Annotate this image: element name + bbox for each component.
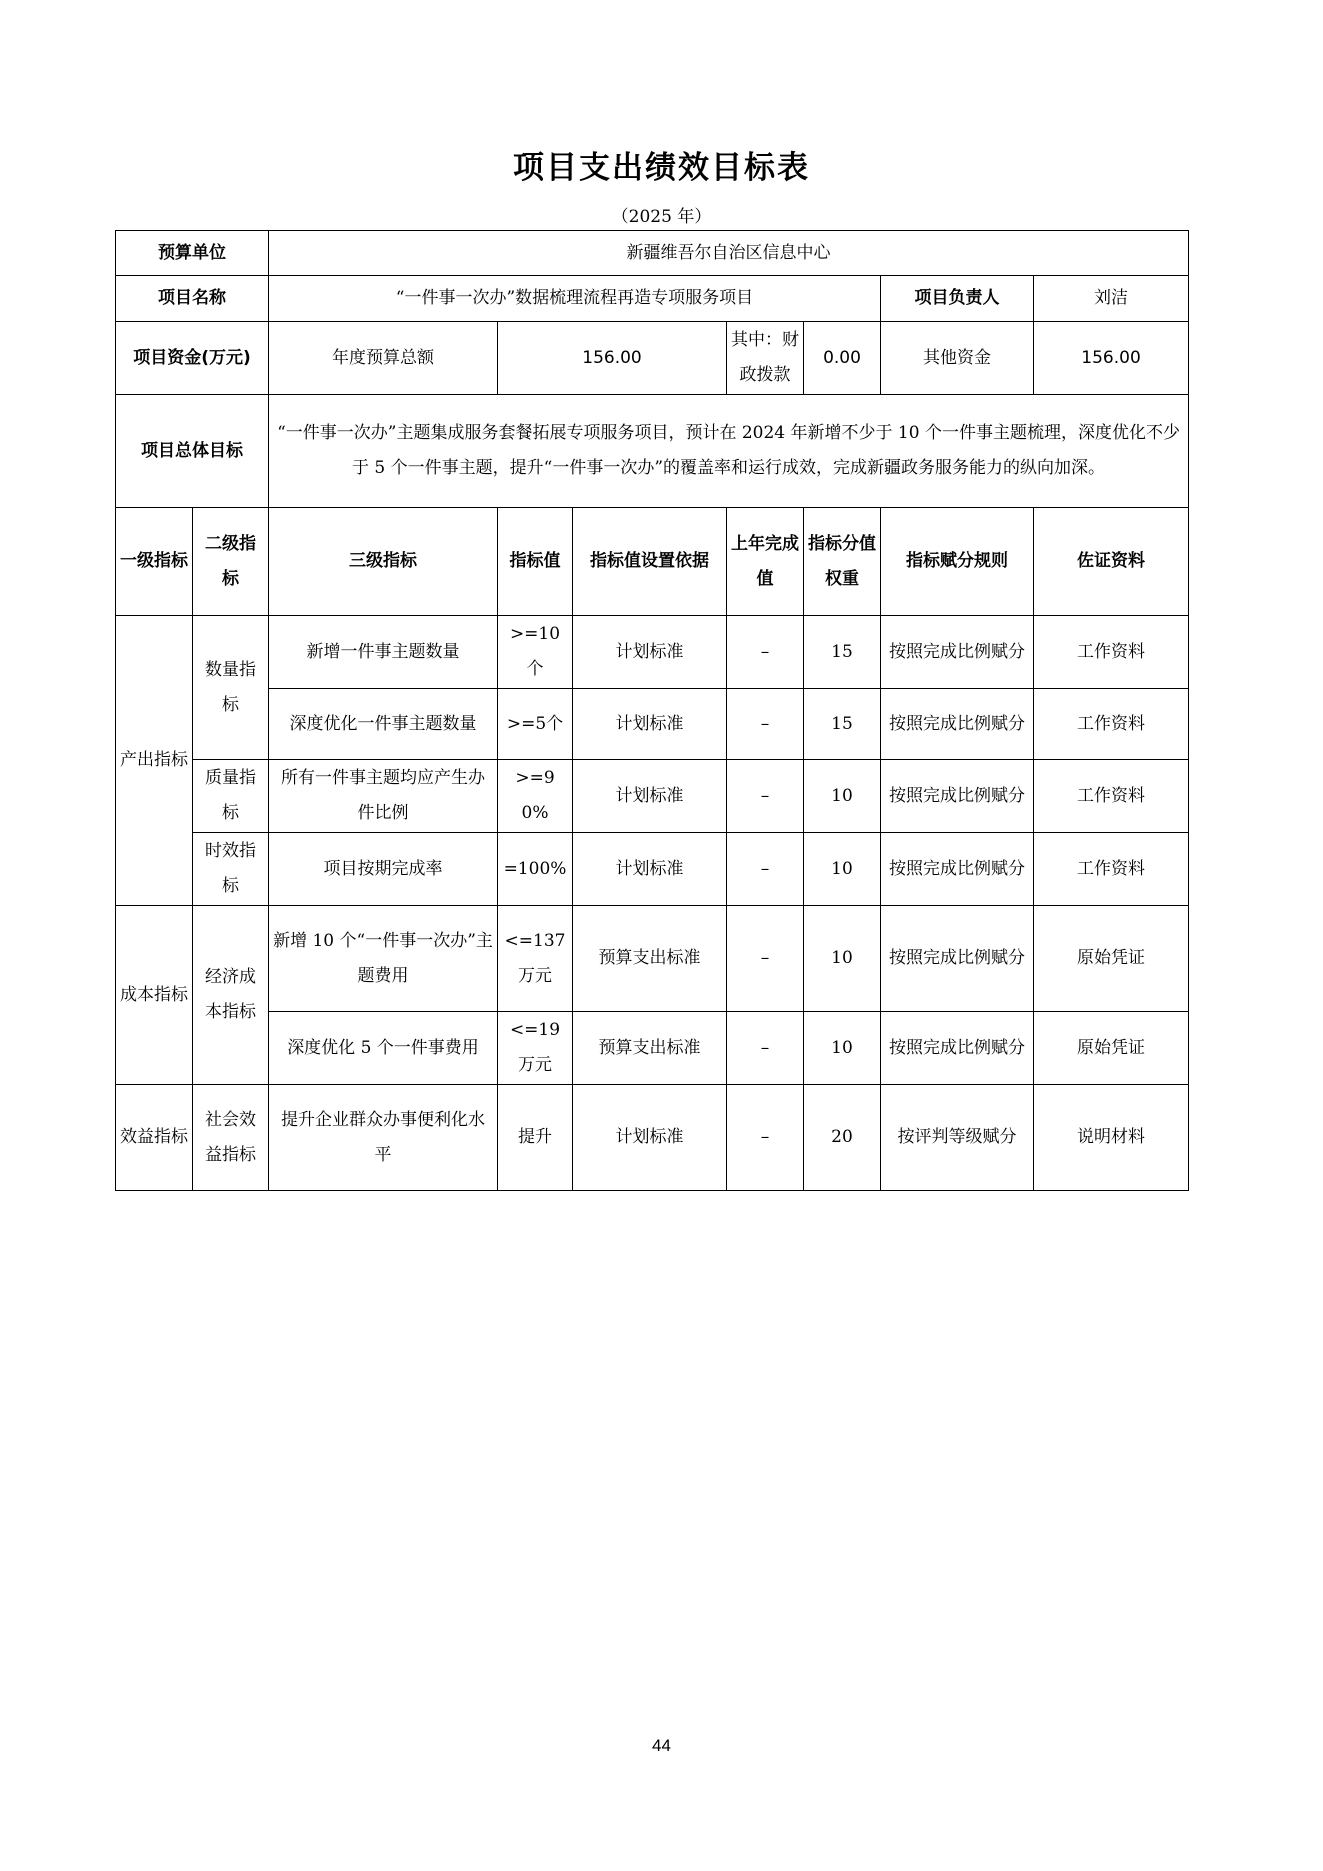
budget-unit-label: 预算单位 bbox=[116, 231, 269, 276]
scoring-rule: 按照完成比例赋分 bbox=[881, 1012, 1034, 1085]
table-row bbox=[116, 1085, 1189, 1191]
evidence: 原始凭证 bbox=[1034, 906, 1189, 1012]
previous-value: – bbox=[727, 1085, 804, 1191]
indicator-basis: 计划标准 bbox=[573, 616, 727, 689]
level3-indicator: 新增 10 个“一件事一次办”主题费用 bbox=[269, 906, 498, 1012]
project-name-value: “一件事一次办”数据梳理流程再造专项服务项目 bbox=[269, 276, 881, 322]
indicator-weight: 10 bbox=[804, 1012, 881, 1085]
table-row bbox=[116, 1012, 1189, 1085]
project-leader-value: 刘洁 bbox=[1034, 276, 1189, 322]
column-header: 佐证资料 bbox=[1034, 508, 1189, 616]
previous-value: – bbox=[727, 833, 804, 906]
scoring-rule: 按照完成比例赋分 bbox=[881, 906, 1034, 1012]
level3-indicator: 提升企业群众办事便利化水平 bbox=[269, 1085, 498, 1191]
evidence: 工作资料 bbox=[1034, 616, 1189, 689]
previous-value: – bbox=[727, 689, 804, 760]
table-row bbox=[116, 833, 1189, 906]
evidence: 说明材料 bbox=[1034, 1085, 1189, 1191]
other-funds-value: 156.00 bbox=[1034, 322, 1189, 395]
indicator-value: <=137万元 bbox=[498, 906, 573, 1012]
level2-label: 经济成本指标 bbox=[193, 906, 269, 1085]
level3-indicator: 项目按期完成率 bbox=[269, 833, 498, 906]
indicator-basis: 计划标准 bbox=[573, 1085, 727, 1191]
column-header: 一级指标 bbox=[116, 508, 193, 616]
previous-value: – bbox=[727, 906, 804, 1012]
indicator-value: 提升 bbox=[498, 1085, 573, 1191]
indicator-weight: 10 bbox=[804, 833, 881, 906]
level3-indicator: 深度优化一件事主题数量 bbox=[269, 689, 498, 760]
page-number: 44 bbox=[652, 1736, 671, 1755]
level3-indicator: 所有一件事主题均应产生办件比例 bbox=[269, 760, 498, 833]
project-funds-label: 项目资金(万元) bbox=[116, 322, 269, 395]
indicator-weight: 15 bbox=[804, 616, 881, 689]
other-funds-label: 其他资金 bbox=[881, 322, 1034, 395]
indicator-weight: 10 bbox=[804, 906, 881, 1012]
budget-unit-value: 新疆维吾尔自治区信息中心 bbox=[269, 231, 1189, 276]
scoring-rule: 按照完成比例赋分 bbox=[881, 616, 1034, 689]
annual-budget-label: 年度预算总额 bbox=[269, 322, 498, 395]
indicator-basis: 计划标准 bbox=[573, 760, 727, 833]
table-row bbox=[116, 760, 1189, 833]
scoring-rule: 按照完成比例赋分 bbox=[881, 760, 1034, 833]
table-row bbox=[116, 616, 1189, 689]
column-header: 上年完成值 bbox=[727, 508, 804, 616]
column-header: 指标分值权重 bbox=[804, 508, 881, 616]
page-title: 项目支出绩效目标表 bbox=[513, 150, 810, 186]
level1-label: 成本指标 bbox=[116, 906, 193, 1085]
column-header: 指标赋分规则 bbox=[881, 508, 1034, 616]
column-header: 指标值 bbox=[498, 508, 573, 616]
evidence: 工作资料 bbox=[1034, 689, 1189, 760]
level2-label: 社会效益指标 bbox=[193, 1085, 269, 1191]
performance-table bbox=[115, 230, 1189, 1191]
previous-value: – bbox=[727, 616, 804, 689]
level1-label: 效益指标 bbox=[116, 1085, 193, 1191]
indicator-basis: 计划标准 bbox=[573, 689, 727, 760]
indicator-value: >=90% bbox=[498, 760, 573, 833]
overall-goal-text: “一件事一次办”主题集成服务套餐拓展专项服务项目，预计在 2024 年新增不少于 10 个一件事主题梳理，深度优化不少于 5 个一件事主题，提升“一件事一次办”的覆盖率和运行成效，完成新疆政务服务能力的纵向加深。 bbox=[269, 395, 1189, 508]
overall-goal-label: 项目总体目标 bbox=[116, 395, 269, 508]
indicator-basis: 预算支出标准 bbox=[573, 906, 727, 1012]
level3-indicator: 新增一件事主题数量 bbox=[269, 616, 498, 689]
indicator-value: =100% bbox=[498, 833, 573, 906]
table-row bbox=[116, 689, 1189, 760]
scoring-rule: 按照完成比例赋分 bbox=[881, 833, 1034, 906]
evidence: 原始凭证 bbox=[1034, 1012, 1189, 1085]
table-row bbox=[116, 906, 1189, 1012]
indicator-value: >=5个 bbox=[498, 689, 573, 760]
previous-value: – bbox=[727, 1012, 804, 1085]
indicator-weight: 15 bbox=[804, 689, 881, 760]
column-header: 二级指标 bbox=[193, 508, 269, 616]
fiscal-allocation-value: 0.00 bbox=[804, 322, 881, 395]
indicator-value: >=10个 bbox=[498, 616, 573, 689]
indicator-basis: 预算支出标准 bbox=[573, 1012, 727, 1085]
fiscal-allocation-label: 其中：财政拨款 bbox=[727, 322, 804, 395]
level2-label: 数量指标 bbox=[193, 616, 269, 760]
indicator-value: <=19万元 bbox=[498, 1012, 573, 1085]
annual-budget-value: 156.00 bbox=[498, 322, 727, 395]
project-leader-label: 项目负责人 bbox=[881, 276, 1034, 322]
level1-label: 产出指标 bbox=[116, 616, 193, 906]
level2-label: 质量指标 bbox=[193, 760, 269, 833]
level2-label: 时效指标 bbox=[193, 833, 269, 906]
scoring-rule: 按照完成比例赋分 bbox=[881, 689, 1034, 760]
evidence: 工作资料 bbox=[1034, 760, 1189, 833]
indicator-weight: 10 bbox=[804, 760, 881, 833]
column-header: 指标值设置依据 bbox=[573, 508, 727, 616]
indicator-weight: 20 bbox=[804, 1085, 881, 1191]
indicator-basis: 计划标准 bbox=[573, 833, 727, 906]
scoring-rule: 按评判等级赋分 bbox=[881, 1085, 1034, 1191]
year-label: （2025 年） bbox=[611, 207, 712, 227]
previous-value: – bbox=[727, 760, 804, 833]
evidence: 工作资料 bbox=[1034, 833, 1189, 906]
level3-indicator: 深度优化 5 个一件事费用 bbox=[269, 1012, 498, 1085]
project-name-label: 项目名称 bbox=[116, 276, 269, 322]
column-header: 三级指标 bbox=[269, 508, 498, 616]
